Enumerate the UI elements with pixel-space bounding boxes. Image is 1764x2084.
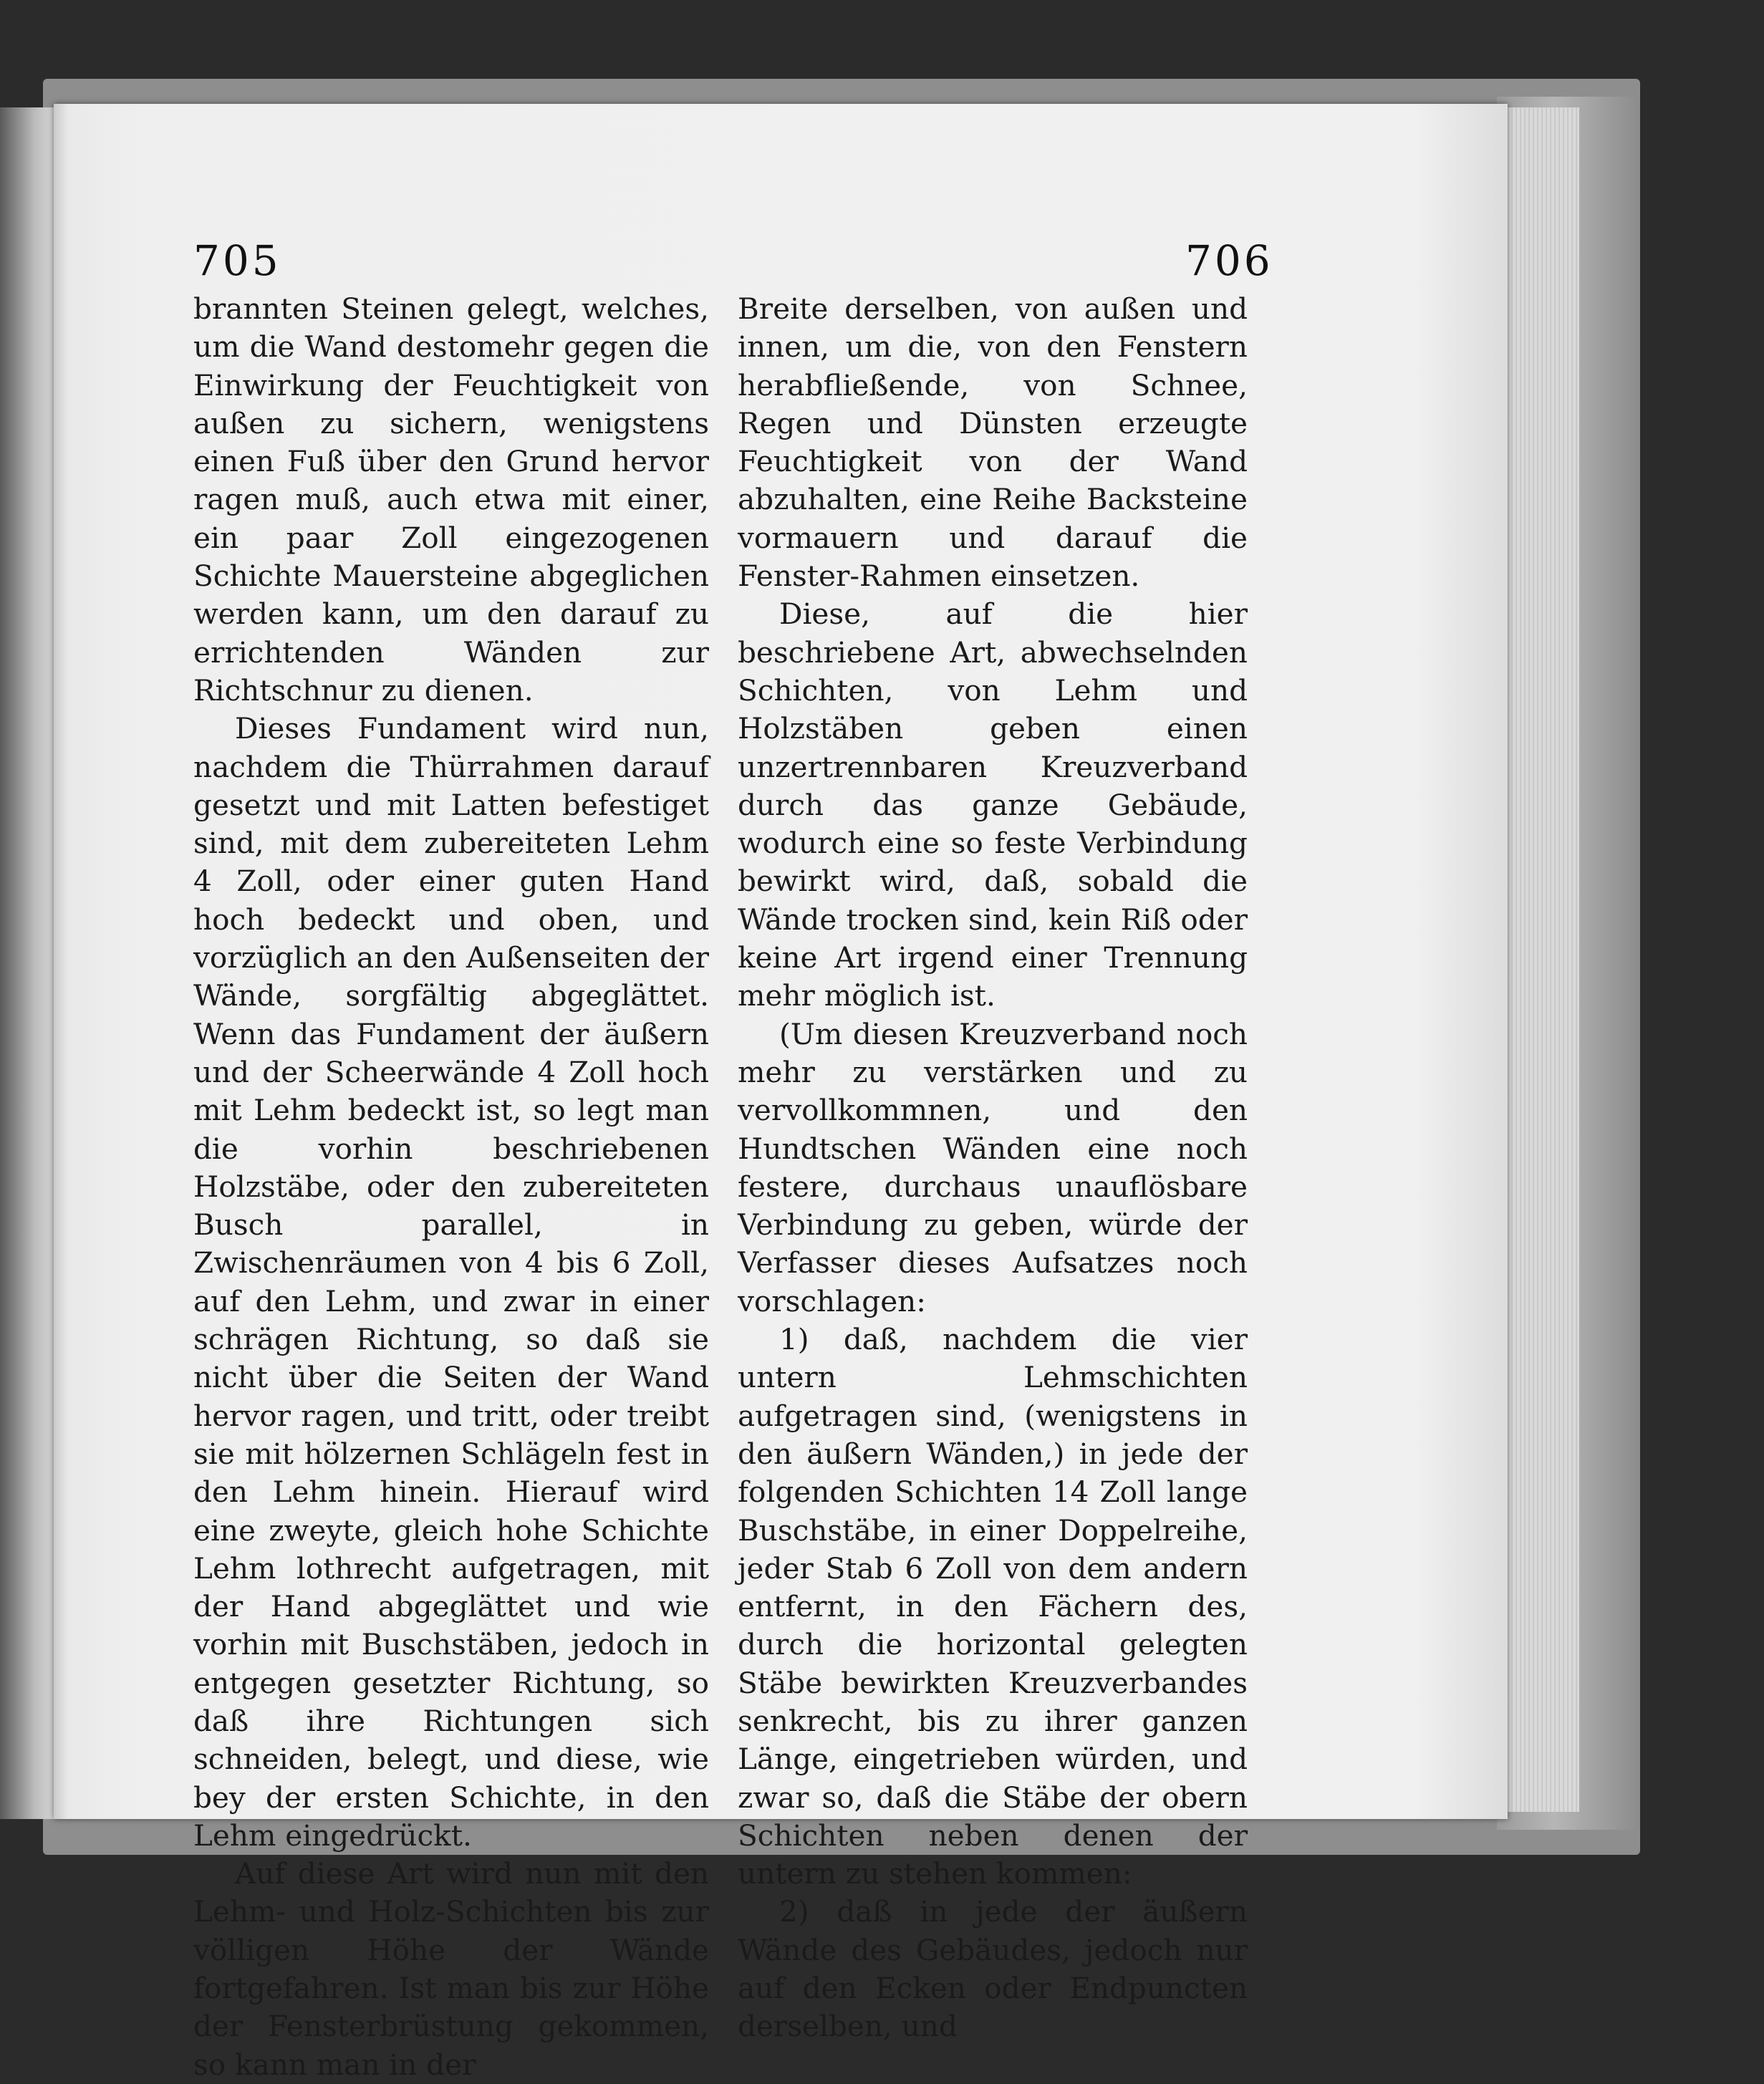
paragraph: brannten Steinen gelegt, welches, um die Wand destomehr gegen die Einwirkung der Feuchtigkeit von außen zu sichern, wenigstens einen Fuß über den Grund hervor ragen muß, auch etwa mit einer, ein paar Zoll eingezogenen Schichte Mauersteine abgeglichen werden kann, um den darauf zu errichtenden Wänden zur Richtschnur zu dienen.: [193, 291, 709, 708]
page-number-left: 705: [193, 236, 281, 285]
paragraph: 2) daß in jede der äußern Wände des Gebäudes, jedoch nur auf den Ecken oder Endpuncten derselben, und: [738, 1894, 1248, 2044]
paragraph: Dieses Fundament wird nun, nachdem die Thürrahmen darauf gesetzt und mit Latten befestiget sind, mit dem zubereiteten Lehm 4 Zoll, oder einer guten Hand hoch bedeckt und oben, und vorzüglich an den Außenseiten der Wände, sorgfältig abgeglättet. Wenn das Fundament der äußern und der Scheerwände 4 Zoll hoch mit Lehm bedeckt ist, so legt man die vorhin beschriebenen Holzstäbe, oder den zubereiteten Busch parallel, in Zwischenräumen von 4 bis 6 Zoll, auf den Lehm, und zwar in einer schrägen Richtung, so daß sie nicht über die Seiten der Wand hervor ragen, und tritt, oder treibt sie mit hölzernen Schlägeln fest in den Lehm hinein. Hierauf wird eine zweyte, gleich hohe Schichte Lehm lothrecht aufgetragen, mit der Hand abgeglättet und wie vorhin mit Buschstäben, jedoch in entgegen gesetzter Richtung, so daß ihre Richtungen sich schneiden, belegt, und diese, wie bey der ersten Schichte, in den Lehm eingedrückt.: [193, 711, 709, 1853]
text-column-left: [193, 290, 709, 2084]
page-stack-edge: [1500, 107, 1579, 1812]
paragraph: Auf diese Art wird nun mit den Lehm- und Holz-Schichten bis zur völligen Höhe der Wände fortgefahren. Ist man bis zur Höhe der Fensterbrüstung gekommen, so kann man in der: [193, 1856, 709, 2082]
paragraph: 1) daß, nachdem die vier untern Lehmschichten aufgetragen sind, (wenigstens in den äußern Wänden,) in jede der folgenden Schichten 14 Zoll lange Buschstäbe, in einer Doppelreihe, jeder Stab 6 Zoll von dem andern entfernt, in den Fächern des, durch die horizontal gelegten Stäbe bewirkten Kreuzverbandes senkrecht, bis zu ihrer ganzen Länge, eingetrieben würden, und zwar so, daß die Stäbe der obern Schichten neben denen der untern zu stehen kommen:: [738, 1322, 1248, 1891]
page-number-right: 706: [1185, 236, 1273, 285]
paragraph: (Um diesen Kreuzverband noch mehr zu verstärken und zu vervollkommnen, und den Hundtschen Wänden eine noch festere, durchaus unauflösbare Verbindung zu geben, würde der Verfasser dieses Aufsatzes noch vorschlagen:: [738, 1016, 1248, 1318]
text-column-right: [738, 290, 1248, 2046]
paragraph: Diese, auf die hier beschriebene Art, abwechselnden Schichten, von Lehm und Holzstäben geben einen unzertrennbaren Kreuzverband durch das ganze Gebäude, wodurch eine so feste Verbindung bewirkt wird, daß, sobald die Wände trocken sind, kein Riß oder keine Art irgend einer Trennung mehr möglich ist.: [738, 597, 1248, 1013]
previous-page-strip: [0, 107, 59, 1819]
paragraph: Breite derselben, von außen und innen, um die, von den Fenstern herabfließende, von Schnee, Regen und Dünsten erzeugte Feuchtigkeit von der Wand abzuhalten, eine Reihe Backsteine vormauern und darauf die Fenster-Rahmen einsetzen.: [738, 291, 1248, 594]
